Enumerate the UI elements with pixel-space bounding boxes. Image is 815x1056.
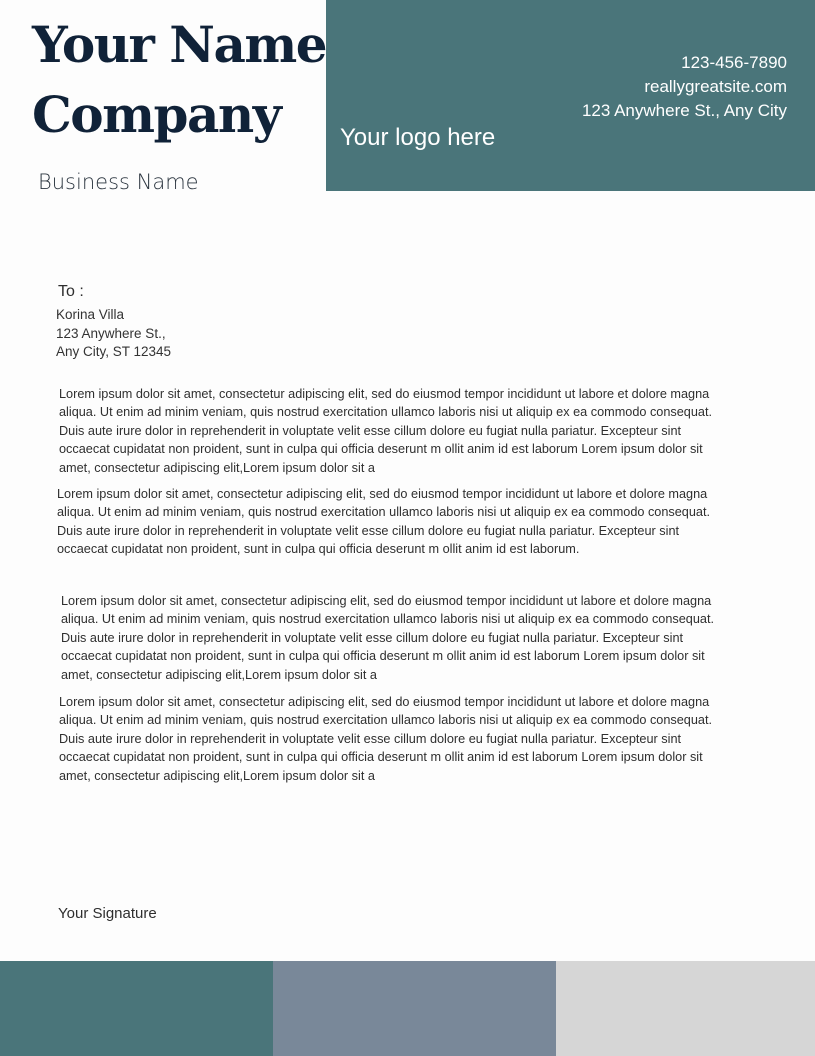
body-paragraph-4: Lorem ipsum dolor sit amet, consectetur adipiscing elit, sed do eiusmod tempor incididunt ut labore et dolore magna aliqua. Ut enim ad minim veniam, quis nostrud exercitation ullamco laboris nisi ut aliquip ex ea commodo consequat. Duis aute irure dolor in reprehenderit in voluptate velit esse cillum dolore eu fugiat nulla pariatur. Excepteur sint occaecat cupidatat non proident, sunt in culpa qui officia deserunt m ollit anim id est laborum Lorem ipsum dolor sit amet, consectetur adipiscing elit,Lorem ipsum dolor sit a bbox=[59, 695, 713, 783]
website: reallygreatsite.com bbox=[644, 77, 787, 96]
logo-placeholder: Your logo here bbox=[340, 124, 496, 151]
body-paragraph-2: Lorem ipsum dolor sit amet, consectetur adipiscing elit, sed do eiusmod tempor incididunt ut labore et dolore magna aliqua. Ut enim ad minim veniam, quis nostrud exercitation ullamco laboris nisi ut aliquip ex ea commodo consequat. Duis aute irure dolor in reprehenderit in voluptate velit esse cillum dolore eu fugiat nulla pariatur. Excepteur sint occaecat cupidatat non proident, sunt in culpa qui officia deserunt m ollit anim id est laborum. bbox=[57, 487, 711, 557]
footer-bar-gray bbox=[556, 961, 815, 1056]
company-name-line-1: Your Name bbox=[32, 15, 327, 74]
company-name bbox=[32, 10, 326, 150]
signature: Your Signature bbox=[58, 905, 157, 922]
body-paragraph-3: Lorem ipsum dolor sit amet, consectetur adipiscing elit, sed do eiusmod tempor incididunt ut labore et dolore magna aliqua. Ut enim ad minim veniam, quis nostrud exercitation ullamco laboris nisi ut aliquip ex ea commodo consequat. Duis aute irure dolor in reprehenderit in voluptate velit esse cillum dolore eu fugiat nulla pariatur. Excepteur sint occaecat cupidatat non proident, sunt in culpa qui officia deserunt m ollit anim id est laborum Lorem ipsum dolor sit amet, consectetur adipiscing elit,Lorem ipsum dolor sit a bbox=[61, 594, 715, 682]
recipient-name: Korina Villa bbox=[56, 307, 125, 322]
footer-bar-teal bbox=[0, 961, 273, 1056]
recipient-city: Any City, ST 12345 bbox=[56, 344, 172, 359]
body-paragraph-1: Lorem ipsum dolor sit amet, consectetur adipiscing elit, sed do eiusmod tempor incididunt ut labore et dolore magna aliqua. Ut enim ad minim veniam, quis nostrud exercitation ullamco laboris nisi ut aliquip ex ea commodo consequat. Duis aute irure dolor in reprehenderit in voluptate velit esse cillum dolore eu fugiat nulla pariatur. Excepteur sint occaecat cupidatat non proident, sunt in culpa qui officia deserunt m ollit anim id est laborum Lorem ipsum dolor sit amet, consectetur adipiscing elit,Lorem ipsum dolor sit a bbox=[59, 387, 713, 475]
recipient-street: 123 Anywhere St., bbox=[56, 325, 166, 341]
recipient-address bbox=[56, 306, 171, 362]
business-name: Business Name bbox=[38, 170, 199, 194]
to-label: To : bbox=[58, 283, 84, 300]
company-name-line-2: Company bbox=[32, 85, 281, 144]
header-panel bbox=[326, 0, 815, 191]
footer-bar-slate bbox=[273, 961, 556, 1056]
contact-info bbox=[582, 51, 787, 123]
street-address: 123 Anywhere St., Any City bbox=[581, 101, 787, 120]
phone-number: 123-456-7890 bbox=[681, 53, 787, 72]
